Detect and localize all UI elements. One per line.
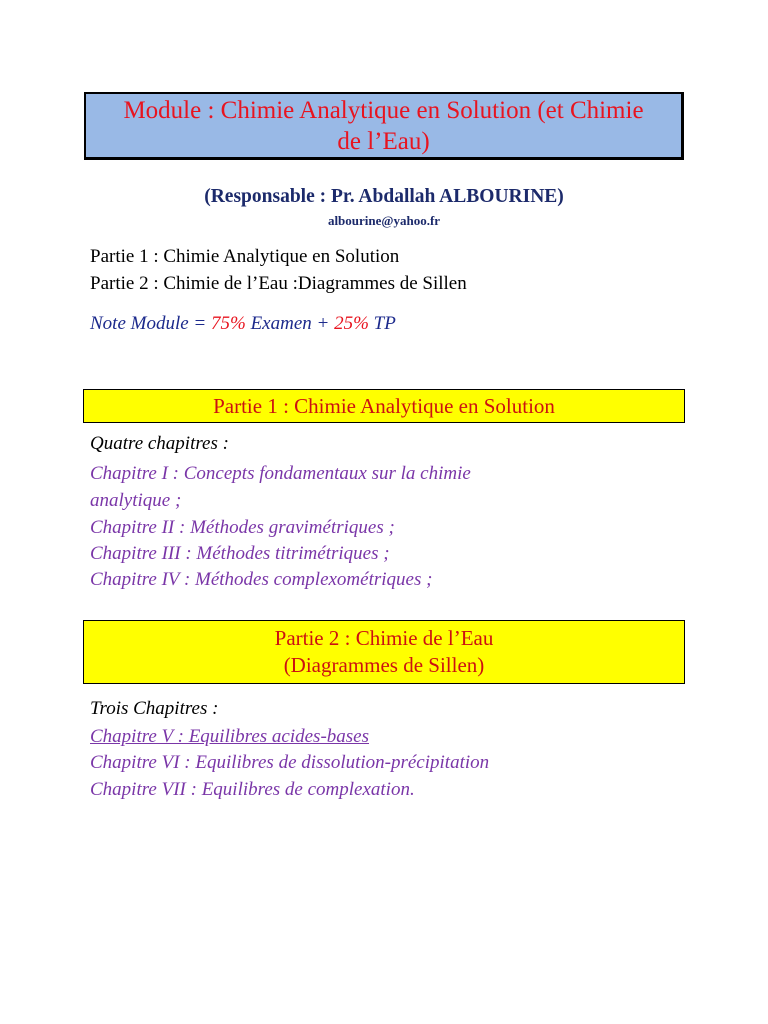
- module-title: Module : Chimie Analytique en Solution (et Chimie de l’Eau): [123, 96, 644, 155]
- partie-2-title-line-1: Partie 2 : Chimie de l’Eau: [274, 626, 494, 650]
- partie-2-heading: Trois Chapitres :: [90, 698, 219, 719]
- chapter-2: Chapitre II : Méthodes gravimétriques ;: [90, 517, 395, 538]
- partie-2-banner: [83, 620, 685, 684]
- partie-1-banner: [83, 389, 685, 423]
- partie-2-title-line-2: (Diagrammes de Sillen): [283, 653, 485, 677]
- note-exam-percent: 75%: [211, 313, 246, 334]
- partie-1-heading: Quatre chapitres :: [90, 433, 229, 454]
- chapter-1-line-1: Chapitre I : Concepts fondamentaux sur la chimie: [90, 463, 471, 484]
- chapter-7: Chapitre VII : Equilibres de complexation.: [90, 779, 415, 800]
- email-address: albourine@yahoo.fr: [327, 213, 441, 228]
- note-prefix: Note Module =: [90, 313, 211, 334]
- module-title-box: [84, 92, 684, 160]
- note-module: [90, 313, 396, 335]
- chapter-1-line-2: analytique ;: [90, 490, 182, 511]
- note-tp-label: TP: [368, 313, 396, 334]
- note-exam-label: Examen +: [245, 313, 335, 334]
- partie-1-line: Partie 1 : Chimie Analytique en Solution: [90, 246, 400, 267]
- note-tp-percent: 25%: [334, 313, 369, 334]
- responsable-line: (Responsable : Pr. Abdallah ALBOURINE): [204, 186, 564, 207]
- chapter-3: Chapitre III : Méthodes titrimétriques ;: [90, 543, 390, 564]
- partie-1-title: Partie 1 : Chimie Analytique en Solution: [213, 393, 555, 418]
- chapter-6: Chapitre VI : Equilibres de dissolution-précipitation: [90, 752, 490, 773]
- chapter-5-link[interactable]: Chapitre V : Equilibres acides-bases: [90, 726, 369, 747]
- chapter-4: Chapitre IV : Méthodes complexométriques ;: [90, 569, 433, 590]
- partie-2-line: Partie 2 : Chimie de l’Eau :Diagrammes de Sillen: [90, 273, 467, 294]
